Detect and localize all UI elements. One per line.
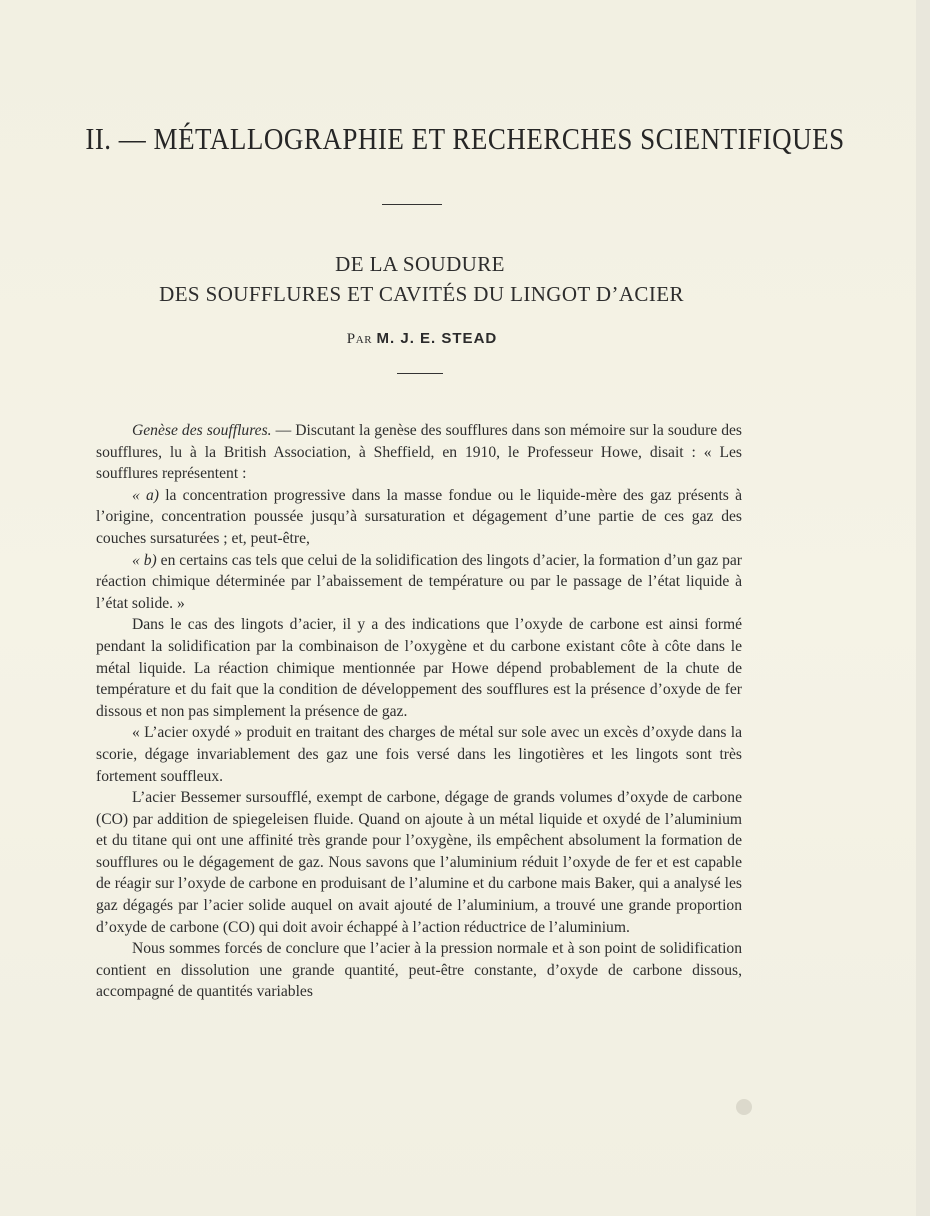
article-title-line-2: DES SOUFFLURES ET CAVITÉS DU LINGOT D’ACIER	[159, 282, 684, 306]
divider-rule	[382, 204, 442, 205]
paragraph-2-text: la concentration progressive dans la masse fondue ou le liquide-mère des gaz présents à l’origine, concentration poussée jusqu’à sursaturation et dégagement d’une partie de ces gaz des couches sursaturées ; et, peut-être,	[96, 486, 742, 547]
paragraph-5: « L’acier oxydé » produit en traitant des charges de métal sur sole avec un excès d’oxyde dans la scorie, dégage invariablement des gaz une fois versé dans les lingotières et les lingots sont très fortement souffleux.	[96, 724, 742, 785]
paragraph-1	[96, 420, 742, 485]
article-title-line-1: DE LA SOUDURE	[335, 252, 505, 276]
paragraph-4: Dans le cas des lingots d’acier, il y a des indications que l’oxyde de carbone est ainsi formé pendant la solidification par la combinaison de l’oxygène et du carbone existant côte à côte dans le métal liquide. La réaction chimique mentionnée par Howe dépend probablement de la chute de température et du fait que la condition de développement des soufflures est la présence d’oxyde de fer dissous et non pas simplement la présence de gaz.	[96, 616, 742, 720]
paragraph-2-marker: « a)	[132, 486, 159, 504]
paragraph-1-heading: Genèse des soufflures.	[132, 422, 272, 439]
paragraph-7: Nous sommes forcés de conclure que l’acier à la pression normale et à son point de solidification contient en dissolution une grande quantité, peut-être constante, d’oxyde de carbone dissous, accompagné de quantités variables	[96, 940, 742, 1001]
paragraph-2	[96, 485, 742, 550]
paragraph-3-marker: « b)	[132, 551, 157, 569]
byline-prefix: Par	[346, 331, 373, 347]
paragraph-3	[96, 550, 742, 615]
paragraph-1-text: — Discutant la genèse des soufflures dans son mémoire sur la soudure des soufflures, lu à la British Association, à Sheffield, en 1910, le Professeur Howe, disait : « Les soufflures représentent :	[96, 422, 743, 483]
paragraph-3-text: en certains cas tels que celui de la solidification des lingots d’acier, la formation d’un gaz par réaction chimique déterminée par l’abaissement de température ou par le passage de l’état liquide à l’état solide. »	[96, 551, 743, 612]
article-body	[96, 420, 742, 1003]
section-title: II. — MÉTALLOGRAPHIE ET RECHERCHES SCIENTIFIQUES	[85, 122, 845, 156]
page-edge	[916, 0, 930, 1216]
paragraph-6: L’acier Bessemer sursoufflé, exempt de carbone, dégage de grands volumes d’oxyde de carbone (CO) par addition de spiegeleisen fluide. Quand on ajoute à un métal liquide et oxydé de l’aluminium et du titane qui ont une affinité très grande pour l’oxygène, ils empêchent absolument la formation de soufflures ou le dégagement de gaz. Nous savons que l’aluminium réduit l’oxyde de fer et est capable de réagir sur l’oxyde de carbone en produisant de l’alumine et du carbone mais Baker, qui a analysé les gaz dégagés par l’acier solide auquel on avait ajouté de l’aluminium, a trouvé une grande proportion d’oxyde de carbone (CO) qui doit avoir échappé à l’action réductrice de l’aluminium.	[96, 789, 742, 936]
byline	[0, 330, 844, 348]
author-name: M. J. E. STEAD	[376, 330, 498, 347]
divider-rule-short	[397, 373, 443, 374]
ink-blot	[736, 1099, 752, 1115]
